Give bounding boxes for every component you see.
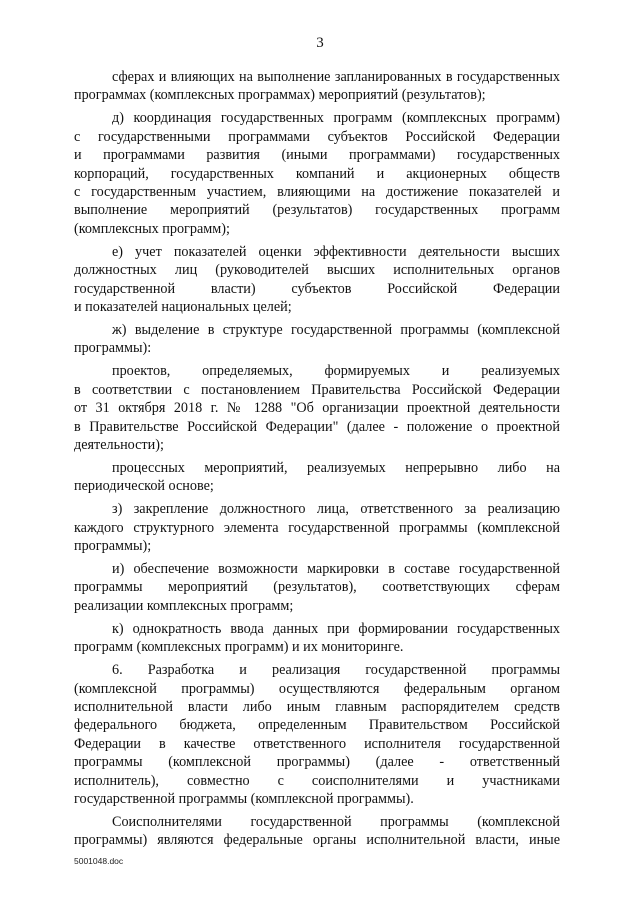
text-line: программы мероприятий (результатов), соответствующих сферам xyxy=(74,579,560,596)
paragraph xyxy=(74,68,560,105)
text-line: проектов, определяемых, формируемых и реализуемых xyxy=(112,363,560,380)
text-line: Соисполнителями государственной программы (комплексной xyxy=(112,814,560,831)
document-body xyxy=(74,68,560,850)
paragraph xyxy=(74,459,560,496)
text-line: з) закрепление должностного лица, ответственного за реализацию xyxy=(112,501,560,518)
text-line: деятельности); xyxy=(74,437,164,454)
paragraph xyxy=(74,243,560,317)
text-line: (комплексных программ); xyxy=(74,220,230,237)
text-line: программах (комплексных программах) мероприятий (результатов); xyxy=(74,87,486,104)
file-name-footer: 5001048.doc xyxy=(74,856,124,866)
text-line: реализации комплексных программ; xyxy=(74,597,294,614)
paragraph xyxy=(74,500,560,555)
text-line: в Правительстве Российской Федерации" (далее - положение о проектной xyxy=(74,418,560,435)
text-line: к) однократность ввода данных при формировании государственных xyxy=(112,620,560,637)
text-line: исполнительной власти либо иным главным распорядителем средств xyxy=(74,699,560,715)
paragraph xyxy=(74,620,560,657)
paragraph xyxy=(74,661,560,808)
text-line: программы) являются федеральные органы исполнительной власти, иные xyxy=(74,832,560,849)
paragraph xyxy=(74,560,560,615)
text-line: федерального бюджета, определенным Правительством Российской xyxy=(74,717,560,734)
text-line: с государственными программами субъектов Российской Федерации xyxy=(74,128,560,145)
text-line: процессных мероприятий, реализуемых непрерывно либо на xyxy=(112,459,560,476)
text-line: должностных лиц (руководителей высших исполнительных органов xyxy=(74,262,560,279)
text-line: (комплексной программы) осуществляются федеральным органом xyxy=(74,680,560,697)
text-line: исполнитель), совместно с соисполнителями и участниками xyxy=(74,772,560,789)
text-line: государственной программы (комплексной программы). xyxy=(74,791,414,808)
text-line: программы): xyxy=(74,340,152,357)
text-line: с государственным участием, влияющими на достижение показателей и xyxy=(74,184,560,201)
text-line: ж) выделение в структуре государственной программы (комплексной xyxy=(112,321,560,338)
paragraph xyxy=(74,362,560,454)
text-line: и показателей национальных целей; xyxy=(74,299,292,316)
text-line: и) обеспечение возможности маркировки в составе государственной xyxy=(112,561,560,578)
text-line: программ (комплексных программ) и их мониторинге. xyxy=(74,639,404,656)
text-line: Федерации в качестве ответственного исполнителя государственной xyxy=(74,735,560,752)
paragraph xyxy=(74,813,560,850)
text-line: выполнение мероприятий (результатов) государственных программ xyxy=(74,202,560,219)
text-line: и программами развития (иными программами) государственных xyxy=(74,147,560,164)
text-line: в соответствии с постановлением Правительства Российской Федерации xyxy=(74,381,560,398)
text-line: от 31 октября 2018 г. № 1288 "Об организации проектной деятельности xyxy=(74,400,560,417)
text-line: периодической основе; xyxy=(74,478,214,495)
paragraph xyxy=(74,109,560,238)
text-line: каждого структурного элемента государственной программы (комплексной xyxy=(74,519,560,536)
text-line: государственной власти) субъектов Российской Федерации xyxy=(74,280,560,297)
text-line: д) координация государственных программ (комплексных программ) xyxy=(112,110,560,127)
text-line: 6. Разработка и реализация государственной программы xyxy=(112,662,560,679)
text-line: корпораций, государственных компаний и акционерных обществ xyxy=(74,165,560,182)
text-line: е) учет показателей оценки эффективности деятельности высших xyxy=(112,243,560,260)
text-line: сферах и влияющих на выполнение запланированных в государственных xyxy=(112,69,560,85)
page-number: 3 xyxy=(316,35,324,51)
text-line: программы (комплексной программы) (далее - ответственный xyxy=(74,754,560,771)
paragraph xyxy=(74,321,560,358)
text-line: программы); xyxy=(74,538,152,555)
